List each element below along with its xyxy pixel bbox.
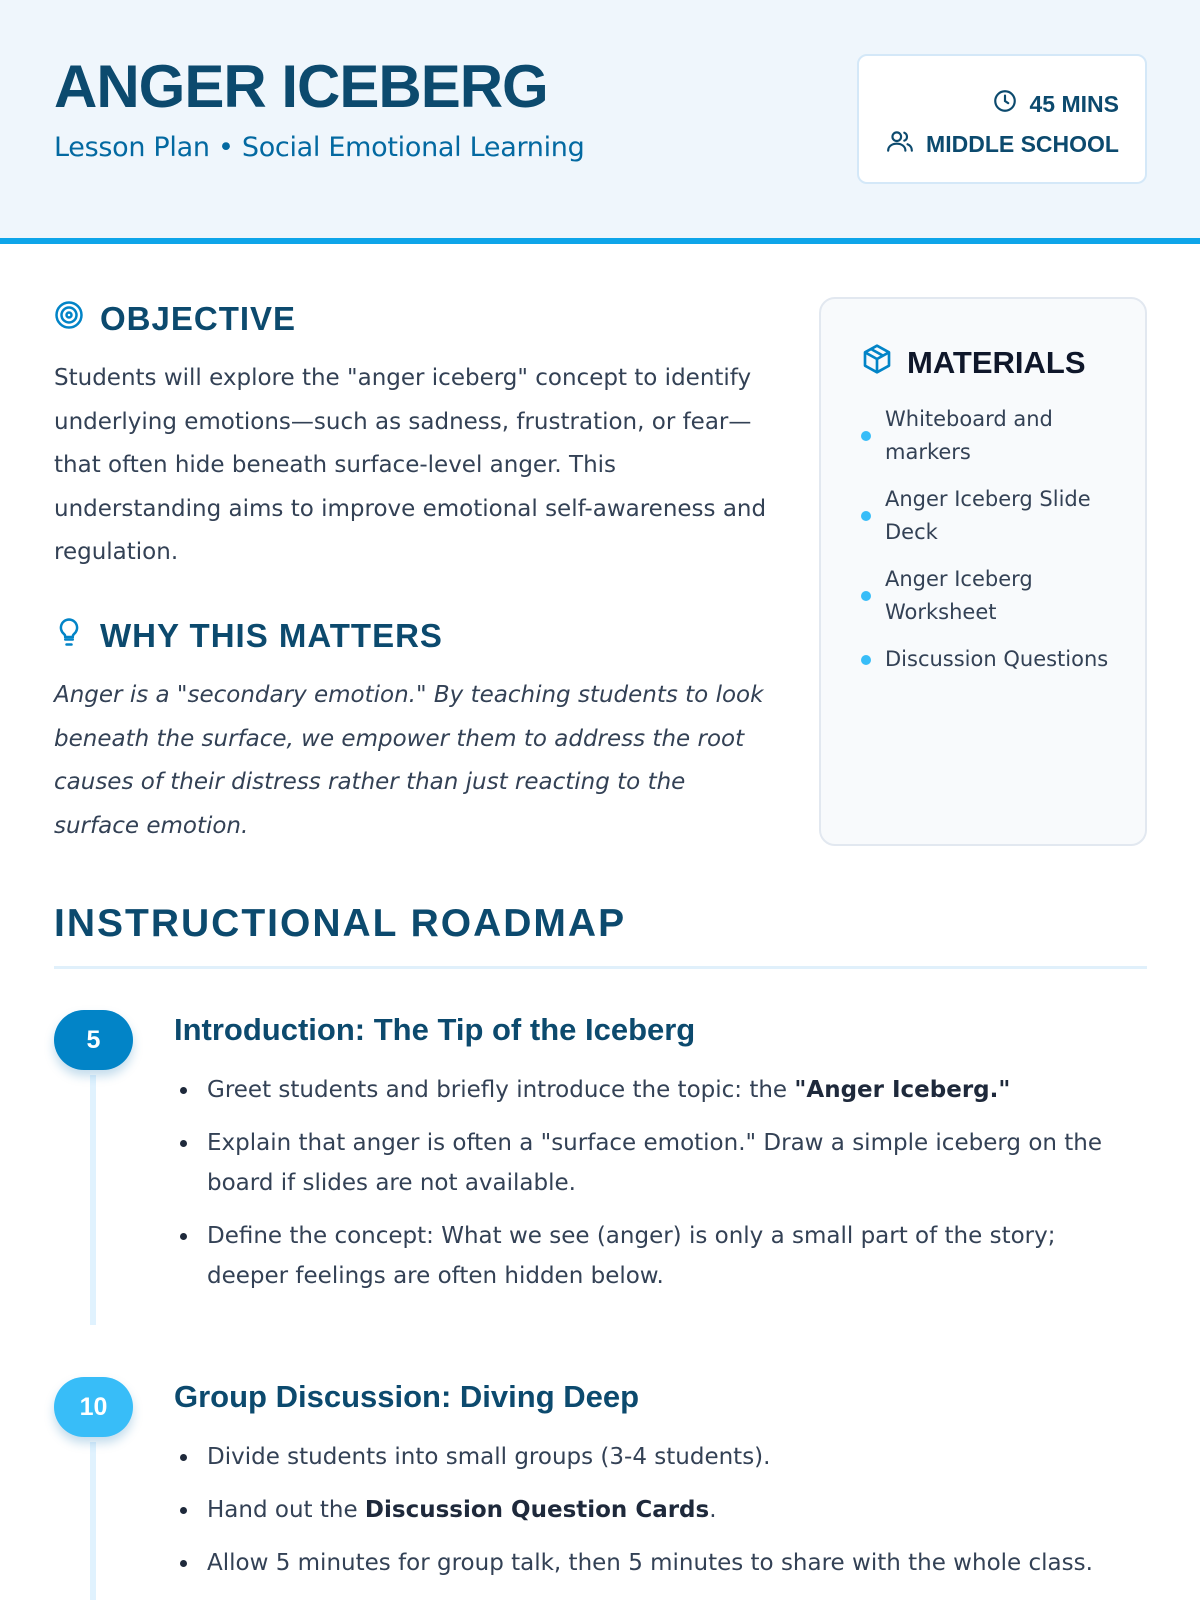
why-text: Anger is a "secondary emotion." By teaching students to look beneath the surface, we empower them to address the root causes of their distress rather than just reacting to the surface emotion. bbox=[54, 682, 764, 839]
timeline-line bbox=[90, 1442, 96, 1600]
step-title: Introduction: The Tip of the Iceberg bbox=[174, 1012, 696, 1047]
objective-text: Students will explore the "anger iceberg" concept to identify underlying emotions—such as sadness, frustration, or fear—that often hide beneath surface-level anger. This understanding aims to improve emotional self-awareness and regulation. bbox=[54, 365, 767, 565]
step-bullet-list bbox=[174, 1437, 1134, 1596]
objective-heading-text: OBJECTIVE bbox=[100, 300, 297, 337]
bullet-dot-icon bbox=[861, 431, 871, 441]
duration-text: 45 MINS bbox=[1029, 90, 1119, 117]
material-item-text: Anger Iceberg Slide Deck bbox=[885, 487, 1091, 544]
materials-card bbox=[819, 297, 1147, 846]
step-bullet: Define the concept: What we see (anger) is only a small part of the story; deeper feelings are often hidden below. bbox=[174, 1216, 1134, 1296]
step-bullet: Allow 5 minutes for group talk, then 5 minutes to share with the whole class. bbox=[174, 1543, 1134, 1583]
step-bullet: Explain that anger is often a "surface emotion." Draw a simple iceberg on the board if slides are not available. bbox=[174, 1123, 1134, 1203]
objective-heading bbox=[54, 300, 296, 338]
timeline-line bbox=[90, 1075, 96, 1325]
step-minutes-badge: 10 bbox=[54, 1377, 133, 1437]
material-item-text: Anger Iceberg Worksheet bbox=[885, 567, 1033, 624]
bullet-dot-icon bbox=[861, 655, 871, 665]
material-item-text: Whiteboard and markers bbox=[885, 407, 1053, 464]
grade-row bbox=[885, 124, 1119, 164]
page-subtitle: Lesson Plan • Social Emotional Learning bbox=[54, 132, 585, 163]
target-icon bbox=[54, 300, 84, 338]
step-bullet: Hand out the Discussion Question Cards. bbox=[174, 1490, 1134, 1530]
page-title: ANGER ICEBERG bbox=[54, 53, 548, 120]
material-item bbox=[861, 403, 1115, 469]
material-item bbox=[861, 643, 1115, 676]
step-bullet-list bbox=[174, 1070, 1134, 1309]
clock-icon bbox=[992, 88, 1018, 120]
roadmap-heading: INSTRUCTIONAL ROADMAP bbox=[54, 902, 627, 945]
step-bullet: Divide students into small groups (3-4 students). bbox=[174, 1437, 1134, 1477]
why-heading bbox=[54, 617, 443, 655]
materials-heading-text: MATERIALS bbox=[907, 345, 1086, 380]
roadmap-divider bbox=[54, 966, 1147, 969]
material-item-text: Discussion Questions bbox=[885, 647, 1109, 671]
step-title: Group Discussion: Diving Deep bbox=[174, 1379, 640, 1414]
materials-heading bbox=[861, 343, 1115, 383]
bullet-dot-icon bbox=[861, 511, 871, 521]
box-icon bbox=[861, 343, 893, 383]
page-header bbox=[0, 0, 1200, 244]
why-heading-text: WHY THIS MATTERS bbox=[100, 617, 443, 654]
material-item bbox=[861, 563, 1115, 629]
lightbulb-icon bbox=[54, 617, 84, 655]
lesson-meta-card bbox=[857, 54, 1147, 184]
duration-row bbox=[885, 84, 1119, 124]
step-bullet: Greet students and briefly introduce the topic: the "Anger Iceberg." bbox=[174, 1070, 1134, 1110]
grade-text: MIDDLE SCHOOL bbox=[926, 130, 1119, 157]
users-icon bbox=[886, 128, 914, 160]
bullet-dot-icon bbox=[861, 591, 871, 601]
step-minutes-badge: 5 bbox=[54, 1010, 133, 1070]
material-item bbox=[861, 483, 1115, 549]
